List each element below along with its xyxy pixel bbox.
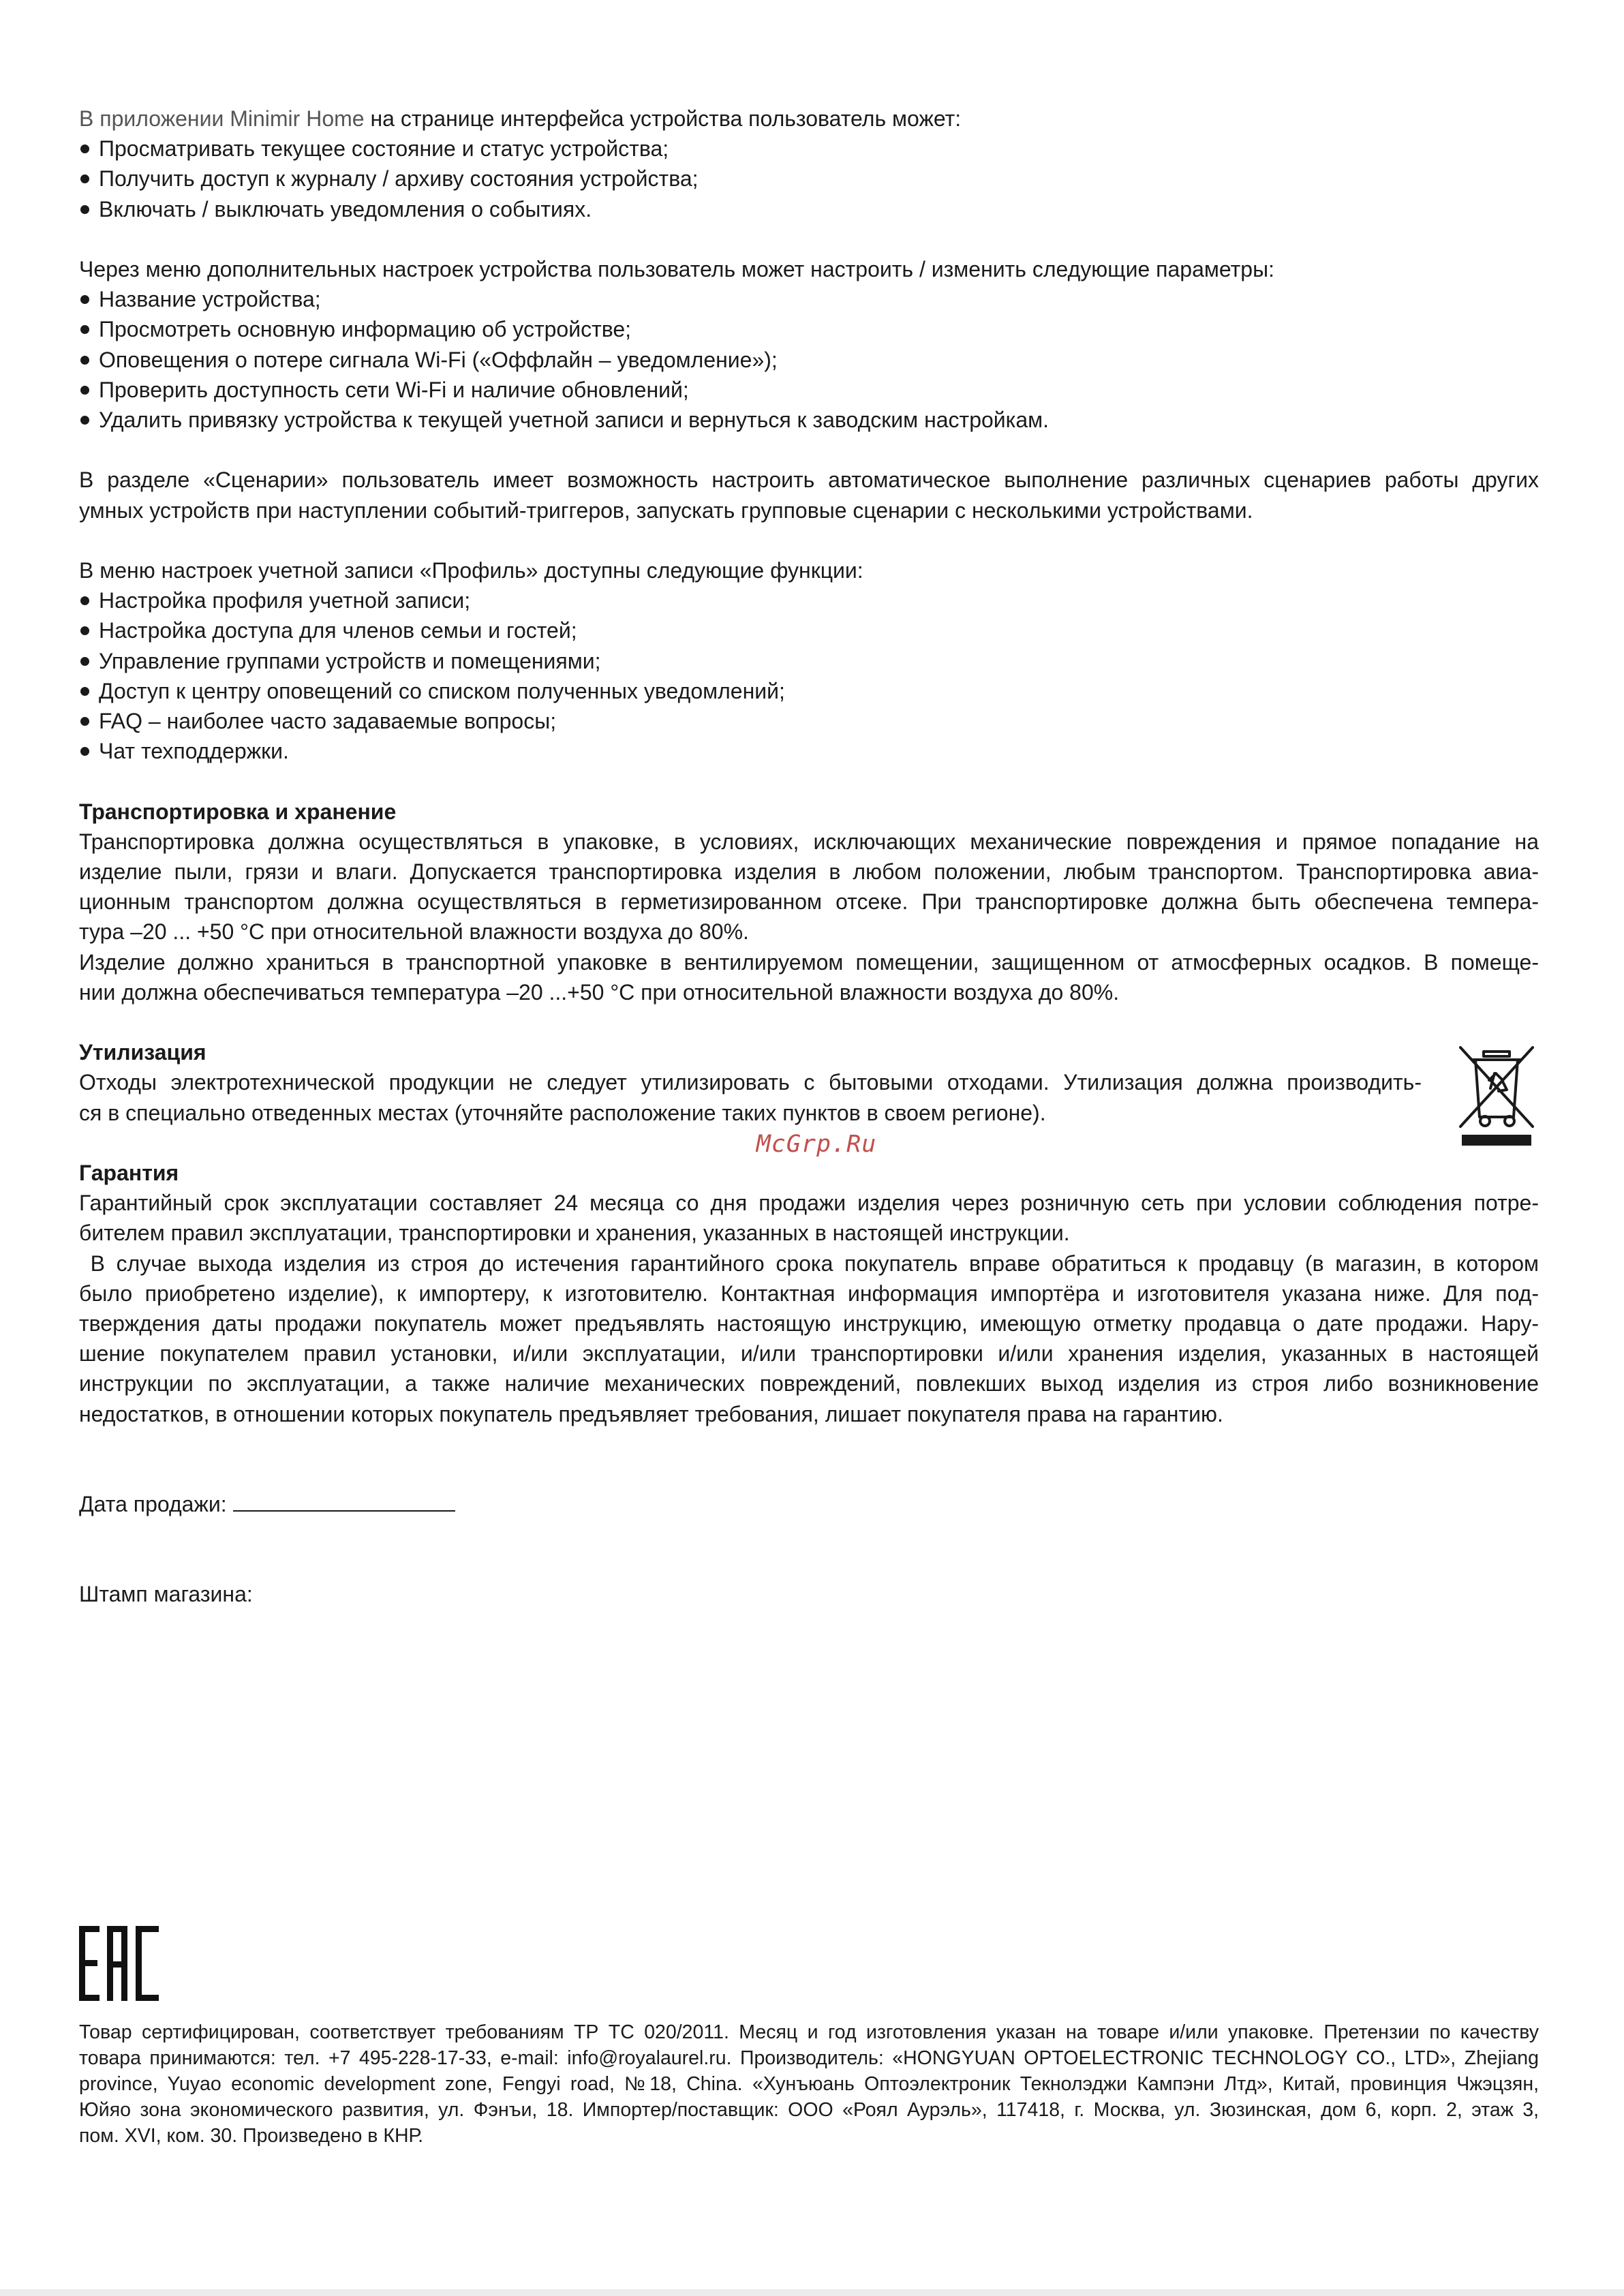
- disposal-heading: Утилизация: [79, 1040, 206, 1065]
- list-item: Настройка доступа для членов семьи и гостей;: [79, 615, 1539, 645]
- list-item: Проверить доступность сети Wi-Fi и наличие обновлений;: [79, 375, 1539, 405]
- list-item: Оповещения о потере сигнала Wi-Fi («Оффлайн – уведомление»);: [79, 345, 1539, 375]
- list-item: Включать / выключать уведомления о событиях.: [79, 194, 1539, 224]
- sale-date-blank: [233, 1490, 455, 1512]
- list-item: Просмотреть основную информацию об устройстве;: [79, 314, 1539, 344]
- list-item: Удалить привязку устройства к текущей учетной записи и вернуться к заводским настройкам.: [79, 405, 1539, 435]
- page-bottom-edge: [0, 2289, 1624, 2296]
- sale-date-label: Дата продажи:: [79, 1491, 227, 1516]
- list-item: Просматривать текущее состояние и статус устройства;: [79, 134, 1539, 164]
- footer-line: province, Yuyao economic development zone, Fengyi road, №18, China. «Хунъюань Оптоэлектроник Текнолэджи Кампэни Лтд», Китай, провинция Чжэцзян,: [79, 2073, 1539, 2095]
- crossed-out-wheelie-bin-icon: [1456, 1046, 1537, 1147]
- stamp-label: Штамп магазина:: [79, 1582, 253, 1607]
- warranty-line: В случае выхода изделия из строя до истечения гарантийного срока покупатель вправе обратиться к продавцу (в магазин, в котором: [79, 1251, 1539, 1276]
- warranty-line: недостатков, в отношении которых покупатель предъявляет требования, лишает покупателя права на гарантию.: [79, 1401, 1223, 1426]
- document-body: [79, 104, 1539, 1609]
- list-item: Управление группами устройств и помещениями;: [79, 646, 1539, 676]
- settings-list: [79, 284, 1539, 435]
- warranty-line: шение покупателем правил установки, и/или эксплуатации, и/или транспортировки и/или хранения изделия, указанных в настоящей: [79, 1341, 1539, 1366]
- certification-footer: [79, 2019, 1539, 2149]
- transport-heading: Транспортировка и хранение: [79, 799, 397, 824]
- app-features-list: [79, 134, 1539, 224]
- warranty-heading: Гарантия: [79, 1161, 179, 1186]
- warranty-line: Гарантийный срок эксплуатации составляет 24 месяца со дня продажи изделия через розничную сеть при условии соблюдения потре-: [79, 1191, 1539, 1216]
- transport-line: тура –20 ... +50 °C при относительной влажности воздуха до 80%.: [79, 919, 749, 945]
- list-item: Доступ к центру оповещений со списком полученных уведомлений;: [79, 676, 1539, 706]
- list-item: Получить доступ к журналу / архиву состояния устройства;: [79, 164, 1539, 194]
- footer-line: Юйяо зона экономического развития, ул. Фэнъи, 18. Импортер/поставщик: ООО «Роял Аурэль», 117418, г. Москва, ул. Зюзинская, дом 6, корп. 2, этаж 3,: [79, 2099, 1539, 2121]
- watermark: McGrp.Ru: [756, 1131, 877, 1158]
- scenarios-line: умных устройств при наступлении событий-триггеров, запускать групповые сценарии с несколькими устройствами.: [79, 498, 1253, 523]
- warranty-line: инструкции по эксплуатации, а также наличие механических повреждений, повлекших выход изделия из строя либо возникновение: [79, 1371, 1539, 1396]
- list-item: Название устройства;: [79, 284, 1539, 314]
- list-item: Чат техподдержки.: [79, 736, 1539, 766]
- disposal-line: Отходы электротехнической продукции не следует утилизировать с бытовыми отходами. Утилизация должна производить-: [79, 1070, 1422, 1095]
- disposal-line: ся в специально отведенных местах (уточняйте расположение таких пунктов в своем регионе).: [79, 1100, 1046, 1125]
- warranty-line: тверждения даты продажи покупатель может предъявлять настоящую инструкцию, имеющую отметку продавца о дате продажи. Нару-: [79, 1311, 1539, 1336]
- footer-line: Товар сертифицирован, соответствует требованиям ТР ТС 020/2011. Месяц и год изготовления указан на товаре и/или упаковке. Претензии по качеству: [79, 2021, 1539, 2043]
- scenarios-line: В разделе «Сценарии» пользователь имеет возможность настроить автоматическое выполнение различных сценариев работы других: [79, 468, 1539, 493]
- transport-line: нии должна обеспечиваться температура –20 ...+50 °C при относительной влажности воздуха до 80%.: [79, 979, 1120, 1005]
- eac-logo: [79, 1926, 159, 2001]
- transport-line: Изделие должно храниться в транспортной упаковке в вентилируемом помещении, защищенном от атмосферных осадков. В помеще-: [79, 949, 1539, 975]
- disposal-text: [79, 1067, 1422, 1127]
- list-item: Настройка профиля учетной записи;: [79, 585, 1539, 615]
- footer-line: товара принимаются: тел. +7 495-228-17-33, e-mail: info@royalaurel.ru. Производитель: «HONGYUAN OPTOELECTRONIC TECHNOLOGY CO., LTD», Zhejiang: [79, 2047, 1539, 2069]
- transport-line: ционным транспортом должна осуществляться в герметизированном отсеке. При транспортировке должна быть обеспечена темпера-: [79, 889, 1539, 915]
- transport-line: Транспортировка должна осуществляться в упаковке, в условиях, исключающих механические повреждения и прямое попадание на: [79, 829, 1539, 854]
- transport-line: изделие пыли, грязи и влаги. Допускается транспортировка изделия в любом положении, любым транспортом. Транспортировка авиа-: [79, 859, 1539, 885]
- sale-date-field: [79, 1489, 1539, 1519]
- list-item: FAQ – наиболее часто задаваемые вопросы;: [79, 706, 1539, 736]
- footer-line: пом. XVI, ком. 30. Произведено в КНР.: [79, 2125, 424, 2147]
- profile-intro: В меню настроек учетной записи «Профиль» доступны следующие функции:: [79, 558, 863, 583]
- app-intro: В приложении Minimir Home на странице интерфейса устройства пользователь может:: [79, 106, 962, 131]
- profile-list: [79, 585, 1539, 766]
- app-name: В приложении Minimir Home: [79, 106, 365, 131]
- warranty-line: бителем правил эксплуатации, транспортировки и хранения, указанных в настоящей инструкции.: [79, 1221, 1070, 1246]
- settings-intro: Через меню дополнительных настроек устройства пользователь может настроить / изменить следующие параметры:: [79, 257, 1274, 281]
- warranty-line: было приобретено изделие), к импортеру, к изготовителю. Контактная информация импортёра и изготовителя указана ниже. Для под-: [79, 1281, 1539, 1306]
